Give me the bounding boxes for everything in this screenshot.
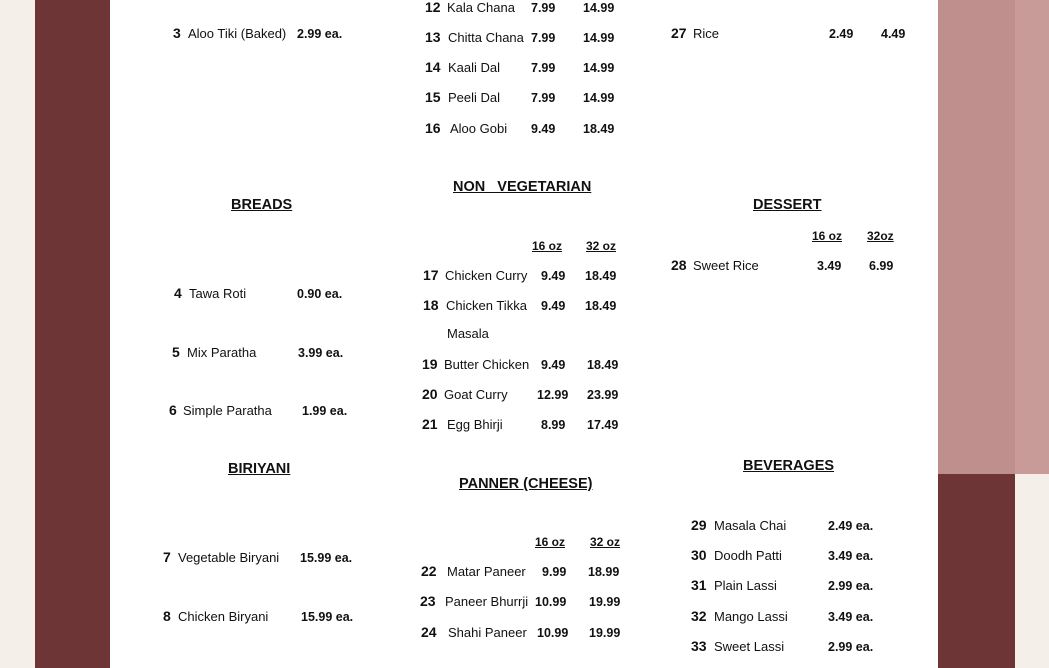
item-number: 31 (691, 577, 707, 593)
size-header-16oz: 16 oz (535, 535, 566, 549)
item-name: Peeli Dal (448, 90, 501, 105)
item-price-16oz: 10.99 (535, 595, 567, 609)
item-price-16oz: 7.99 (531, 1, 556, 15)
item-number: 24 (421, 624, 437, 640)
item-price-32oz: 18.49 (585, 299, 617, 313)
item-price-16oz: 8.99 (541, 418, 566, 432)
item-price-16oz: 9.49 (541, 269, 566, 283)
item-number: 3 (173, 25, 181, 41)
item-price: 15.99 ea. (301, 610, 354, 624)
item-number: 18 (423, 297, 439, 313)
item-number: 20 (422, 386, 438, 402)
item-number: 32 (691, 608, 707, 624)
item-price-32oz: 17.49 (587, 418, 619, 432)
item-price-32oz: 18.49 (583, 122, 615, 136)
item-number: 13 (425, 29, 441, 45)
item-number: 22 (421, 563, 437, 579)
item-price-16oz: 2.49 (829, 27, 854, 41)
item-price: 2.99 ea. (297, 27, 343, 41)
item-name: Chicken Biryani (178, 609, 269, 624)
item-name: Simple Paratha (183, 403, 272, 418)
right-border-strip (1015, 0, 1049, 474)
item-price-16oz: 3.49 (817, 259, 842, 273)
item-name: Mango Lassi (714, 609, 788, 624)
item-name: Tawa Roti (189, 286, 247, 301)
item-number: 5 (172, 344, 180, 360)
size-header-16oz: 16 oz (812, 229, 843, 243)
item-name: Paneer Bhurrji (445, 594, 529, 609)
item-number: 7 (163, 549, 171, 565)
item-price-16oz: 7.99 (531, 91, 556, 105)
item-name: Butter Chicken (444, 357, 530, 372)
item-price-32oz: 14.99 (583, 91, 615, 105)
item-number: 14 (425, 59, 441, 75)
item-number: 4 (174, 285, 182, 301)
item-name: Aloo Tiki (Baked) (188, 26, 287, 41)
item-price-32oz: 23.99 (587, 388, 619, 402)
item-name: Goat Curry (444, 387, 508, 402)
item-price-32oz: 4.49 (881, 27, 906, 41)
item-name: Shahi Paneer (448, 625, 527, 640)
item-price-32oz: 14.99 (583, 31, 615, 45)
item-name: Sweet Rice (693, 258, 759, 273)
item-number: 15 (425, 89, 441, 105)
item-price-32oz: 19.99 (589, 595, 621, 609)
item-name: Chitta Chana (448, 30, 524, 45)
item-price-16oz: 7.99 (531, 31, 556, 45)
section-heading-beverages: BEVERAGES (743, 458, 835, 474)
item-name: Egg Bhirji (447, 417, 503, 432)
item-number: 28 (671, 257, 687, 273)
item-number: 17 (423, 267, 439, 283)
item-price-16oz: 12.99 (537, 388, 569, 402)
item-price-16oz: 7.99 (531, 61, 556, 75)
item-price: 15.99 ea. (300, 551, 353, 565)
item-number: 6 (169, 402, 177, 418)
item-price-16oz: 9.99 (542, 565, 567, 579)
item-price-32oz: 19.99 (589, 626, 621, 640)
item-number: 23 (420, 593, 436, 609)
item-number: 21 (422, 416, 438, 432)
section-heading-breads: BREADS (231, 197, 293, 213)
size-header-32oz: 32 oz (590, 535, 621, 549)
item-price-16oz: 9.49 (531, 122, 556, 136)
item-price: 1.99 ea. (302, 404, 348, 418)
item-name-line-2: Masala (447, 326, 489, 341)
item-name: Masala Chai (714, 518, 787, 533)
right-border-band-bottom (938, 474, 1015, 668)
item-name: Mix Paratha (187, 345, 257, 360)
item-price: 2.49 ea. (828, 519, 874, 533)
section-heading-non-vegetarian: NON VEGETARIAN (453, 179, 592, 195)
item-number: 30 (691, 547, 707, 563)
item-price-32oz: 18.49 (585, 269, 617, 283)
item-number: 29 (691, 517, 707, 533)
size-header-16oz: 16 oz (532, 239, 563, 253)
item-name: Plain Lassi (714, 578, 777, 593)
item-price: 2.99 ea. (828, 579, 874, 593)
item-name: Kaali Dal (448, 60, 501, 75)
item-price-16oz: 9.49 (541, 299, 566, 313)
item-name: Vegetable Biryani (178, 550, 280, 565)
item-price-16oz: 10.99 (537, 626, 569, 640)
item-name: Chicken Curry (445, 268, 528, 283)
section-heading-paneer: PANNER (CHEESE) (459, 476, 593, 492)
item-number: 8 (163, 608, 171, 624)
section-heading-dessert: DESSERT (753, 197, 822, 213)
item-name: Chicken Tikka (446, 298, 527, 313)
item-price-32oz: 14.99 (583, 1, 615, 15)
item-name: Matar Paneer (447, 564, 526, 579)
left-border-band (35, 0, 110, 668)
item-price: 2.99 ea. (828, 640, 874, 654)
item-name: Rice (693, 26, 720, 41)
item-name: Sweet Lassi (714, 639, 785, 654)
item-number: 33 (691, 638, 707, 654)
section-heading-biriyani: BIRIYANI (228, 461, 291, 477)
size-header-32oz: 32 oz (586, 239, 617, 253)
item-name: Aloo Gobi (450, 121, 508, 136)
item-price: 3.49 ea. (828, 610, 874, 624)
item-number: 16 (425, 120, 441, 136)
item-price-32oz: 18.99 (588, 565, 620, 579)
item-price-32oz: 14.99 (583, 61, 615, 75)
item-price: 0.90 ea. (297, 287, 343, 301)
item-price-16oz: 9.49 (541, 358, 566, 372)
item-price: 3.49 ea. (828, 549, 874, 563)
item-price: 3.99 ea. (298, 346, 344, 360)
item-price-32oz: 18.49 (587, 358, 619, 372)
item-number: 19 (422, 356, 438, 372)
item-name: Doodh Patti (714, 548, 782, 563)
item-name: Kala Chana (447, 0, 515, 15)
item-number: 12 (425, 0, 441, 15)
item-number: 27 (671, 25, 687, 41)
item-price-32oz: 6.99 (869, 259, 894, 273)
size-header-32oz: 32oz (867, 229, 894, 243)
